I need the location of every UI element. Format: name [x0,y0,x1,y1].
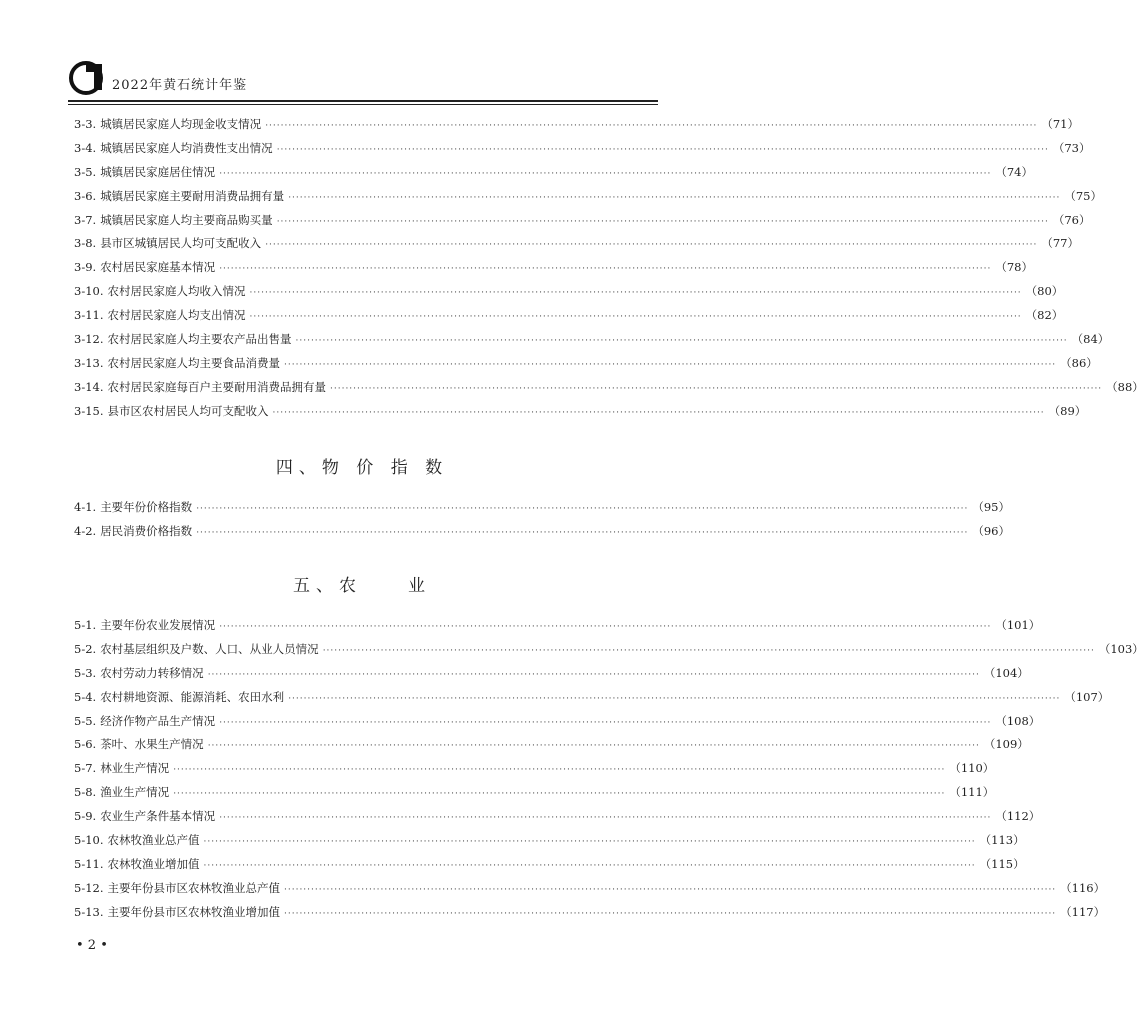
toc-entry-number: 3-11. [74,308,104,323]
toc-entry-title: 主要年份价格指数 [100,500,193,514]
toc-entry-number: 3-4. [74,140,97,155]
toc-entry-page: （75） [1064,188,1102,203]
toc-entry-number: 5-7. [74,761,97,776]
toc-entry[interactable] [74,188,1102,212]
toc-entry[interactable] [74,713,1041,737]
toc-entry-title: 城镇居民家庭居住情况 [100,164,216,179]
toc-entry[interactable] [74,880,1106,904]
toc-entry-number: 5-8. [74,785,97,800]
toc-entry[interactable] [74,499,1010,523]
toc-entry-number: 3-13. [74,355,104,370]
toc-entry-page: （104） [983,665,1029,680]
toc-entry-page: （80） [1025,284,1064,299]
toc-leader-dots: ········································································································································································································ [249,288,1022,299]
toc-entry[interactable] [74,259,1033,283]
toc-entry-title: 城镇居民家庭人均消费性支出情况 [100,140,273,155]
toc-section-5 [74,617,1144,928]
toc-entry-number: 5-6. [74,737,97,752]
yearbook-title: 2022年黄石统计年鉴 [112,78,248,93]
toc-entry-title: 农村居民家庭基本情况 [100,260,216,275]
toc-entry-page: （77） [1041,236,1079,251]
toc-leader-dots: ········································································································································································································ [196,527,969,538]
toc-entry[interactable] [74,212,1091,236]
page-header [68,60,658,100]
toc-entry-page: （82） [1025,308,1064,323]
toc-entry-page: （96） [972,523,1010,538]
toc-entry[interactable] [74,283,1064,307]
toc-entry-number: 5-2. [74,641,97,656]
toc-entry-page: （110） [949,761,995,776]
toc-section-4 [74,499,1010,547]
page-number: • 2 • [76,938,108,953]
toc-entry-number: 5-5. [74,713,97,728]
toc-entry-number: 3-14. [74,379,104,394]
toc-entry[interactable] [74,355,1098,379]
toc-leader-dots: ········································································································································································································ [219,168,992,179]
toc-leader-dots: ········································································································································································································ [203,837,976,848]
header-rule-thick [68,100,658,102]
toc-entry-page: （115） [979,856,1025,871]
toc-leader-dots: ········································································································································································································ [295,336,1068,347]
toc-entry-title: 经济作物产品生产情况 [100,713,216,728]
toc-leader-dots: ········································································································································································································ [207,669,980,680]
toc-leader-dots: ········································································································································································································ [330,383,1103,394]
toc-entry-title: 城镇居民家庭人均现金收支情况 [100,117,262,131]
toc-entry[interactable] [74,784,995,808]
toc-entry[interactable] [74,904,1106,928]
toc-entry-number: 4-2. [74,523,97,538]
yearbook-logo-icon [68,60,108,96]
toc-leader-dots: ········································································································································································································ [196,504,969,514]
toc-entry-title: 农村居民家庭人均主要农产品出售量 [107,332,292,347]
toc-entry-title: 农村居民家庭人均支出情况 [107,308,246,323]
section-heading-agriculture: 五、农 业 [293,576,431,596]
toc-entry-title: 主要年份县市区农林牧渔业总产值 [107,880,280,895]
toc-entry-page: （71） [1041,117,1079,131]
toc-entry-page: （103） [1098,641,1144,656]
toc-entry-title: 农业生产条件基本情况 [100,809,216,824]
toc-entry-title: 农村劳动力转移情况 [100,665,204,680]
toc-entry-page: （74） [995,164,1033,179]
toc-entry-title: 农村耕地资源、能源消耗、农田水利 [100,689,285,704]
toc-entry[interactable] [74,379,1144,403]
toc-leader-dots: ········································································································································································································ [322,645,1095,656]
toc-entry-number: 3-12. [74,332,104,347]
toc-entry-page: （76） [1052,212,1091,227]
toc-entry-title: 居民消费价格指数 [100,523,193,538]
toc-leader-dots: ········································································································································································································ [276,216,1049,227]
toc-entry-title: 县市区城镇居民人均可支配收入 [100,236,262,251]
toc-entry-number: 5-11. [74,856,104,871]
toc-leader-dots: ········································································································································································································ [173,789,946,800]
toc-entry[interactable] [74,808,1041,832]
toc-leader-dots: ········································································································································································································ [203,860,976,871]
toc-section-3 [74,116,1144,427]
toc-entry[interactable] [74,140,1091,164]
toc-entry-number: 5-3. [74,665,97,680]
toc-entry[interactable] [74,641,1144,665]
toc-leader-dots: ········································································································································································································ [284,359,1057,370]
toc-entry-page: （73） [1052,140,1091,155]
toc-leader-dots: ········································································································································································································ [265,121,1038,131]
toc-entry-page: （112） [995,809,1041,824]
toc-entry[interactable] [74,523,1010,547]
toc-entry-number: 5-13. [74,904,104,919]
toc-entry-page: （109） [983,737,1029,752]
toc-entry-title: 林业生产情况 [100,761,170,776]
toc-leader-dots: ········································································································································································································ [249,312,1022,323]
toc-entry-title: 农林牧渔业总产值 [107,833,200,848]
toc-entry-number: 3-7. [74,212,97,227]
toc-leader-dots: ········································································································································································································ [284,908,1057,919]
toc-leader-dots: ········································································································································································································ [173,765,946,776]
toc-leader-dots: ········································································································································································································ [288,693,1061,704]
toc-entry-page: （89） [1048,403,1087,418]
toc-entry-title: 城镇居民家庭主要耐用消费品拥有量 [100,188,285,203]
header-rule-thin [68,104,658,105]
toc-leader-dots: ········································································································································································································ [207,741,980,752]
toc-entry-title: 县市区农村居民人均可支配收入 [107,403,269,418]
toc-entry-page: （101） [995,618,1041,632]
toc-entry-page: （88） [1106,379,1144,394]
toc-entry-number: 4-1. [74,500,97,514]
toc-leader-dots: ········································································································································································································ [219,622,992,632]
toc-entry-page: （84） [1071,332,1110,347]
toc-entry-number: 3-5. [74,164,97,179]
toc-entry-title: 农村居民家庭每百户主要耐用消费品拥有量 [107,379,326,394]
toc-entry-number: 3-10. [74,284,104,299]
toc-entry[interactable] [74,403,1087,427]
toc-entry[interactable] [74,116,1079,140]
toc-leader-dots: ········································································································································································································ [276,144,1049,155]
toc-entry-page: （111） [949,785,995,800]
section-heading-prices: 四、物 价 指 数 [275,458,449,478]
toc-entry-number: 3-15. [74,403,104,418]
toc-entry[interactable] [74,164,1033,188]
toc-entry[interactable] [74,689,1110,713]
toc-entry[interactable] [74,617,1041,641]
toc-entry[interactable] [74,856,1025,880]
toc-entry-number: 5-4. [74,689,97,704]
toc-leader-dots: ········································································································································································································ [219,717,992,728]
toc-entry-page: （95） [972,500,1010,514]
toc-entry[interactable] [74,307,1064,331]
toc-entry[interactable] [74,736,1029,760]
toc-entry-number: 3-6. [74,188,97,203]
toc-entry-number: 5-10. [74,833,104,848]
toc-entry-page: （78） [995,260,1033,275]
toc-entry-title: 城镇居民家庭人均主要商品购买量 [100,212,273,227]
toc-entry[interactable] [74,665,1029,689]
toc-leader-dots: ········································································································································································································ [219,813,992,824]
toc-entry-number: 3-8. [74,236,97,251]
toc-entry-title: 农村基层组织及户数、人口、从业人员情况 [100,641,319,656]
toc-leader-dots: ········································································································································································································ [272,407,1045,418]
toc-entry-number: 5-1. [74,618,97,632]
toc-entry-page: （107） [1064,689,1110,704]
toc-entry-number: 5-9. [74,809,97,824]
toc-entry[interactable] [74,832,1025,856]
toc-entry-page: （117） [1060,904,1106,919]
toc-entry-number: 5-12. [74,880,104,895]
toc-entry[interactable] [74,331,1110,355]
toc-entry-title: 农村居民家庭人均收入情况 [107,284,246,299]
toc-entry-page: （108） [995,713,1041,728]
toc-entry-title: 农村居民家庭人均主要食品消费量 [107,355,280,370]
toc-leader-dots: ········································································································································································································ [219,264,992,275]
toc-entry-number: 3-9. [74,260,97,275]
toc-entry-page: （116） [1060,880,1106,895]
toc-entry-number: 3-3. [74,117,97,131]
toc-entry-title: 茶叶、水果生产情况 [100,737,204,752]
toc-entry[interactable] [74,760,995,784]
toc-entry-title: 农林牧渔业增加值 [107,856,200,871]
toc-entry-page: （113） [979,833,1025,848]
toc-leader-dots: ········································································································································································································ [265,240,1038,251]
toc-entry-page: （86） [1060,355,1098,370]
toc-leader-dots: ········································································································································································································ [284,884,1057,895]
toc-entry-title: 主要年份农业发展情况 [100,618,216,632]
toc-entry-title: 渔业生产情况 [100,785,170,800]
toc-entry-title: 主要年份县市区农林牧渔业增加值 [107,904,280,919]
toc-leader-dots: ········································································································································································································ [288,192,1061,203]
toc-entry[interactable] [74,235,1079,259]
